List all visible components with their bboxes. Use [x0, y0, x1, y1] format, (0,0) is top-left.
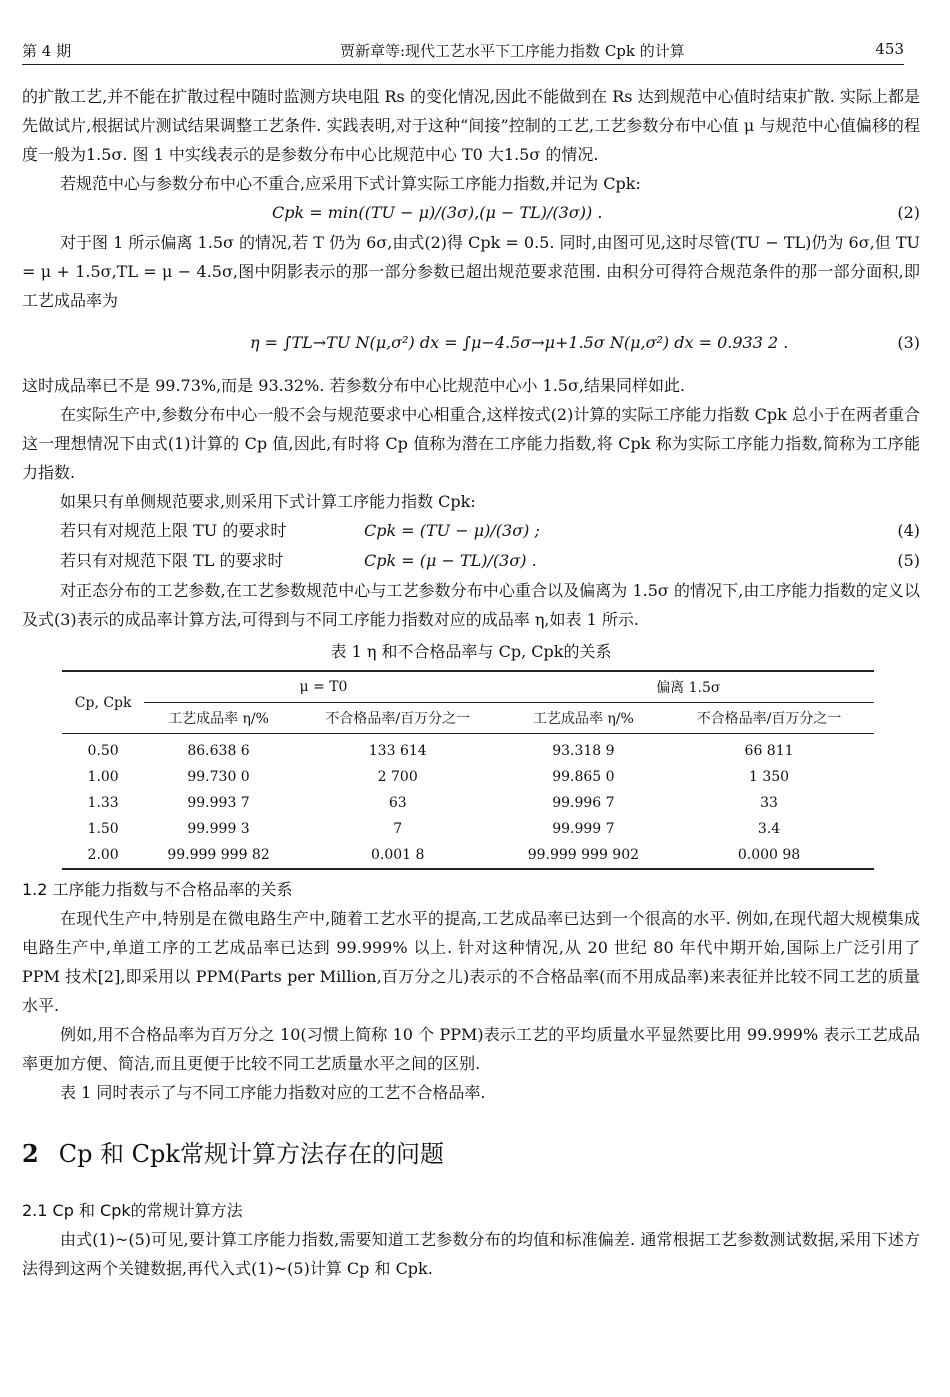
- equation-5-number: (5): [897, 551, 920, 570]
- section-2-title: Cp 和 Cpk常规计算方法存在的问题: [58, 1140, 444, 1168]
- table-subheader-defect: 不合格品率/百万分之一: [293, 703, 503, 734]
- table-cell: 1 350: [749, 769, 790, 785]
- subsection-1-2-heading: 1.2 工序能力指数与不合格品率的关系: [22, 880, 293, 899]
- equation-2-number: (2): [897, 203, 920, 222]
- paragraph-11: 由式(1)~(5)可见,要计算工序能力指数,需要知道工艺参数分布的均值和标准偏差. 通常根据工艺参数测试数据,采用下述方法得到这两个关键数据,再代入式(1)~(5)计算 Cp 和 Cpk.: [22, 1230, 920, 1278]
- table-row: [62, 764, 874, 790]
- equation-3-text: η = ∫TL→TU N(μ,σ²) dx = ∫μ−4.5σ→μ+1.5σ N(μ,σ²) dx = 0.933 2 .: [250, 333, 789, 352]
- table-cell: 1.00: [87, 769, 119, 785]
- paragraph-2: 若规范中心与参数分布中心不重合,应采用下式计算实际工序能力指数,并记为 Cpk:: [60, 174, 641, 193]
- equation-5-label: 若只有对规范下限 TL 的要求时: [60, 551, 284, 570]
- table-cell: 99.999 7: [552, 821, 615, 837]
- table-cell: 0.50: [87, 743, 119, 759]
- table-cell: 86.638 6: [187, 743, 250, 759]
- table-subheader-defect: 不合格品率/百万分之一: [664, 703, 874, 734]
- equation-3: [22, 315, 920, 371]
- page-header: [22, 36, 904, 65]
- table-row: [62, 842, 874, 869]
- issue-number: 第 4 期: [22, 42, 72, 60]
- table-1: [62, 670, 874, 870]
- section-2-number: 2: [22, 1139, 39, 1168]
- equation-4-number: (4): [897, 521, 920, 540]
- paragraph-10: 表 1 同时表示了与不同工序能力指数对应的工艺不合格品率.: [60, 1083, 486, 1102]
- equation-4-text: Cpk = (TU − μ)/(3σ) ;: [364, 521, 540, 540]
- table-cell: 2 700: [377, 769, 418, 785]
- table-cell: 99.730 0: [187, 769, 250, 785]
- paragraph-1: 的扩散工艺,并不能在扩散过程中随时监测方块电阻 Rs 的变化情况,因此不能做到在 Rs 达到规范中心值时结束扩散. 实际上都是先做试片,根据试片测试结果调整工艺条件. 实践表明,对于这种“间接”控制的工艺,工艺参数分布中心值 μ 与规范中心值偏移的程度一般为1.5σ. 图 1 中实线表示的是参数分布中心比规范中心 T0 大1.5σ 的情况.: [22, 87, 920, 164]
- equation-2-text: Cpk = min((TU − μ)/(3σ),(μ − TL)/(3σ)) .: [272, 203, 603, 222]
- paragraph-7: 对正态分布的工艺参数,在工艺参数规范中心与工艺参数分布中心重合以及偏离为 1.5σ 的情况下,由工序能力指数的定义以及式(3)表示的成品率计算方法,可得到与不同工序能力指数对应的成品率 η,如表 1 所示.: [22, 581, 920, 629]
- table-row: [62, 790, 874, 816]
- subsection-2-1-heading: 2.1 Cp 和 Cpk的常规计算方法: [22, 1201, 243, 1220]
- table-1-caption: 表 1 η 和不合格品率与 Cp, Cpk的关系: [330, 642, 612, 661]
- page-number: 453: [875, 40, 904, 58]
- running-title: 贾新章等:现代工艺水平下工序能力指数 Cpk 的计算: [340, 42, 685, 60]
- paragraph-9: 例如,用不合格品率为百万分之 10(习惯上简称 10 个 PPM)表示工艺的平均质量水平显然要比用 99.999% 表示工艺成品率更加方便、简洁,而且更便于比较不同工艺质量水平之间的区别.: [22, 1025, 920, 1073]
- table-cell: 0.001 8: [293, 842, 503, 869]
- table-subheader-yield: 工艺成品率 η/%: [503, 703, 664, 734]
- table-cell: 99.993 7: [187, 795, 250, 811]
- paragraph-4: 这时成品率已不是 99.73%,而是 93.32%. 若参数分布中心比规范中心小 1.5σ,结果同样如此.: [22, 376, 686, 395]
- table-index-header: Cp, Cpk: [62, 671, 144, 734]
- table-cell: 1.50: [87, 821, 119, 837]
- table-cell: 3.4: [757, 821, 781, 837]
- table-cell: 99.865 0: [552, 769, 615, 785]
- article-body: [22, 82, 920, 1283]
- table-row: [62, 816, 874, 842]
- table-cell: 0.000 98: [664, 842, 874, 869]
- table-cell: 66 811: [744, 743, 794, 759]
- equation-3-number: (3): [897, 333, 920, 352]
- paragraph-3: 对于图 1 所示偏离 1.5σ 的情况,若 T 仍为 6σ,由式(2)得 Cpk = 0.5. 同时,由图可见,这时尽管(TU − TL)仍为 6σ,但 TU = μ + 1.5σ,TL = μ − 4.5σ,图中阴影表示的那一部分参数已超出规范要求范围. 由积分可得符合规范条件的那一部分面积,即工艺成品率为: [22, 233, 920, 310]
- table-subheader-yield: 工艺成品率 η/%: [144, 703, 293, 734]
- table-cell: 7: [393, 821, 403, 837]
- equation-4-label: 若只有对规范上限 TU 的要求时: [60, 521, 287, 540]
- table-cell: 33: [760, 795, 778, 811]
- table-cell: 133 614: [368, 743, 427, 759]
- table-cell: 1.33: [87, 795, 119, 811]
- table-cell: 99.996 7: [552, 795, 615, 811]
- table-cell: 99.999 999 902: [503, 842, 664, 869]
- table-row: [62, 734, 874, 765]
- table-group-centered: μ = T0: [144, 671, 502, 703]
- table-cell: 99.999 3: [187, 821, 250, 837]
- table-group-offset: 偏离 1.5σ: [503, 671, 874, 703]
- table-cell: 63: [388, 795, 407, 811]
- equation-4: [22, 516, 920, 546]
- equation-5-text: Cpk = (μ − TL)/(3σ) .: [364, 551, 537, 570]
- paragraph-6: 如果只有单侧规范要求,则采用下式计算工序能力指数 Cpk:: [60, 492, 476, 511]
- table-cell: 93.318 9: [552, 743, 615, 759]
- table-cell: 99.999 999 82: [144, 842, 293, 869]
- paragraph-8: 在现代生产中,特别是在微电路生产中,随着工艺水平的提高,工艺成品率已达到一个很高的水平. 例如,在现代超大规模集成电路生产中,单道工序的工艺成品率已达到 99.999% 以上. 针对这种情况,从 20 世纪 80 年代中期开始,国际上广泛引用了 PPM 技术[2],即采用以 PPM(Parts per Million,百万分之儿)表示的不合格品率(而不用成品率)来表征并比较不同工艺的质量水平.: [22, 909, 920, 1015]
- paragraph-5: 在实际生产中,参数分布中心一般不会与规范要求中心相重合,这样按式(2)计算的实际工序能力指数 Cpk 总小于在两者重合这一理想情况下由式(1)计算的 Cp 值,因此,有时将 Cp 值称为潜在工序能力指数,将 Cpk 称为实际工序能力指数,简称为工序能力指数.: [22, 405, 920, 482]
- table-cell: 2.00: [62, 842, 144, 869]
- equation-2: [22, 198, 920, 228]
- section-2-heading: [22, 1137, 920, 1171]
- equation-5: [22, 546, 920, 576]
